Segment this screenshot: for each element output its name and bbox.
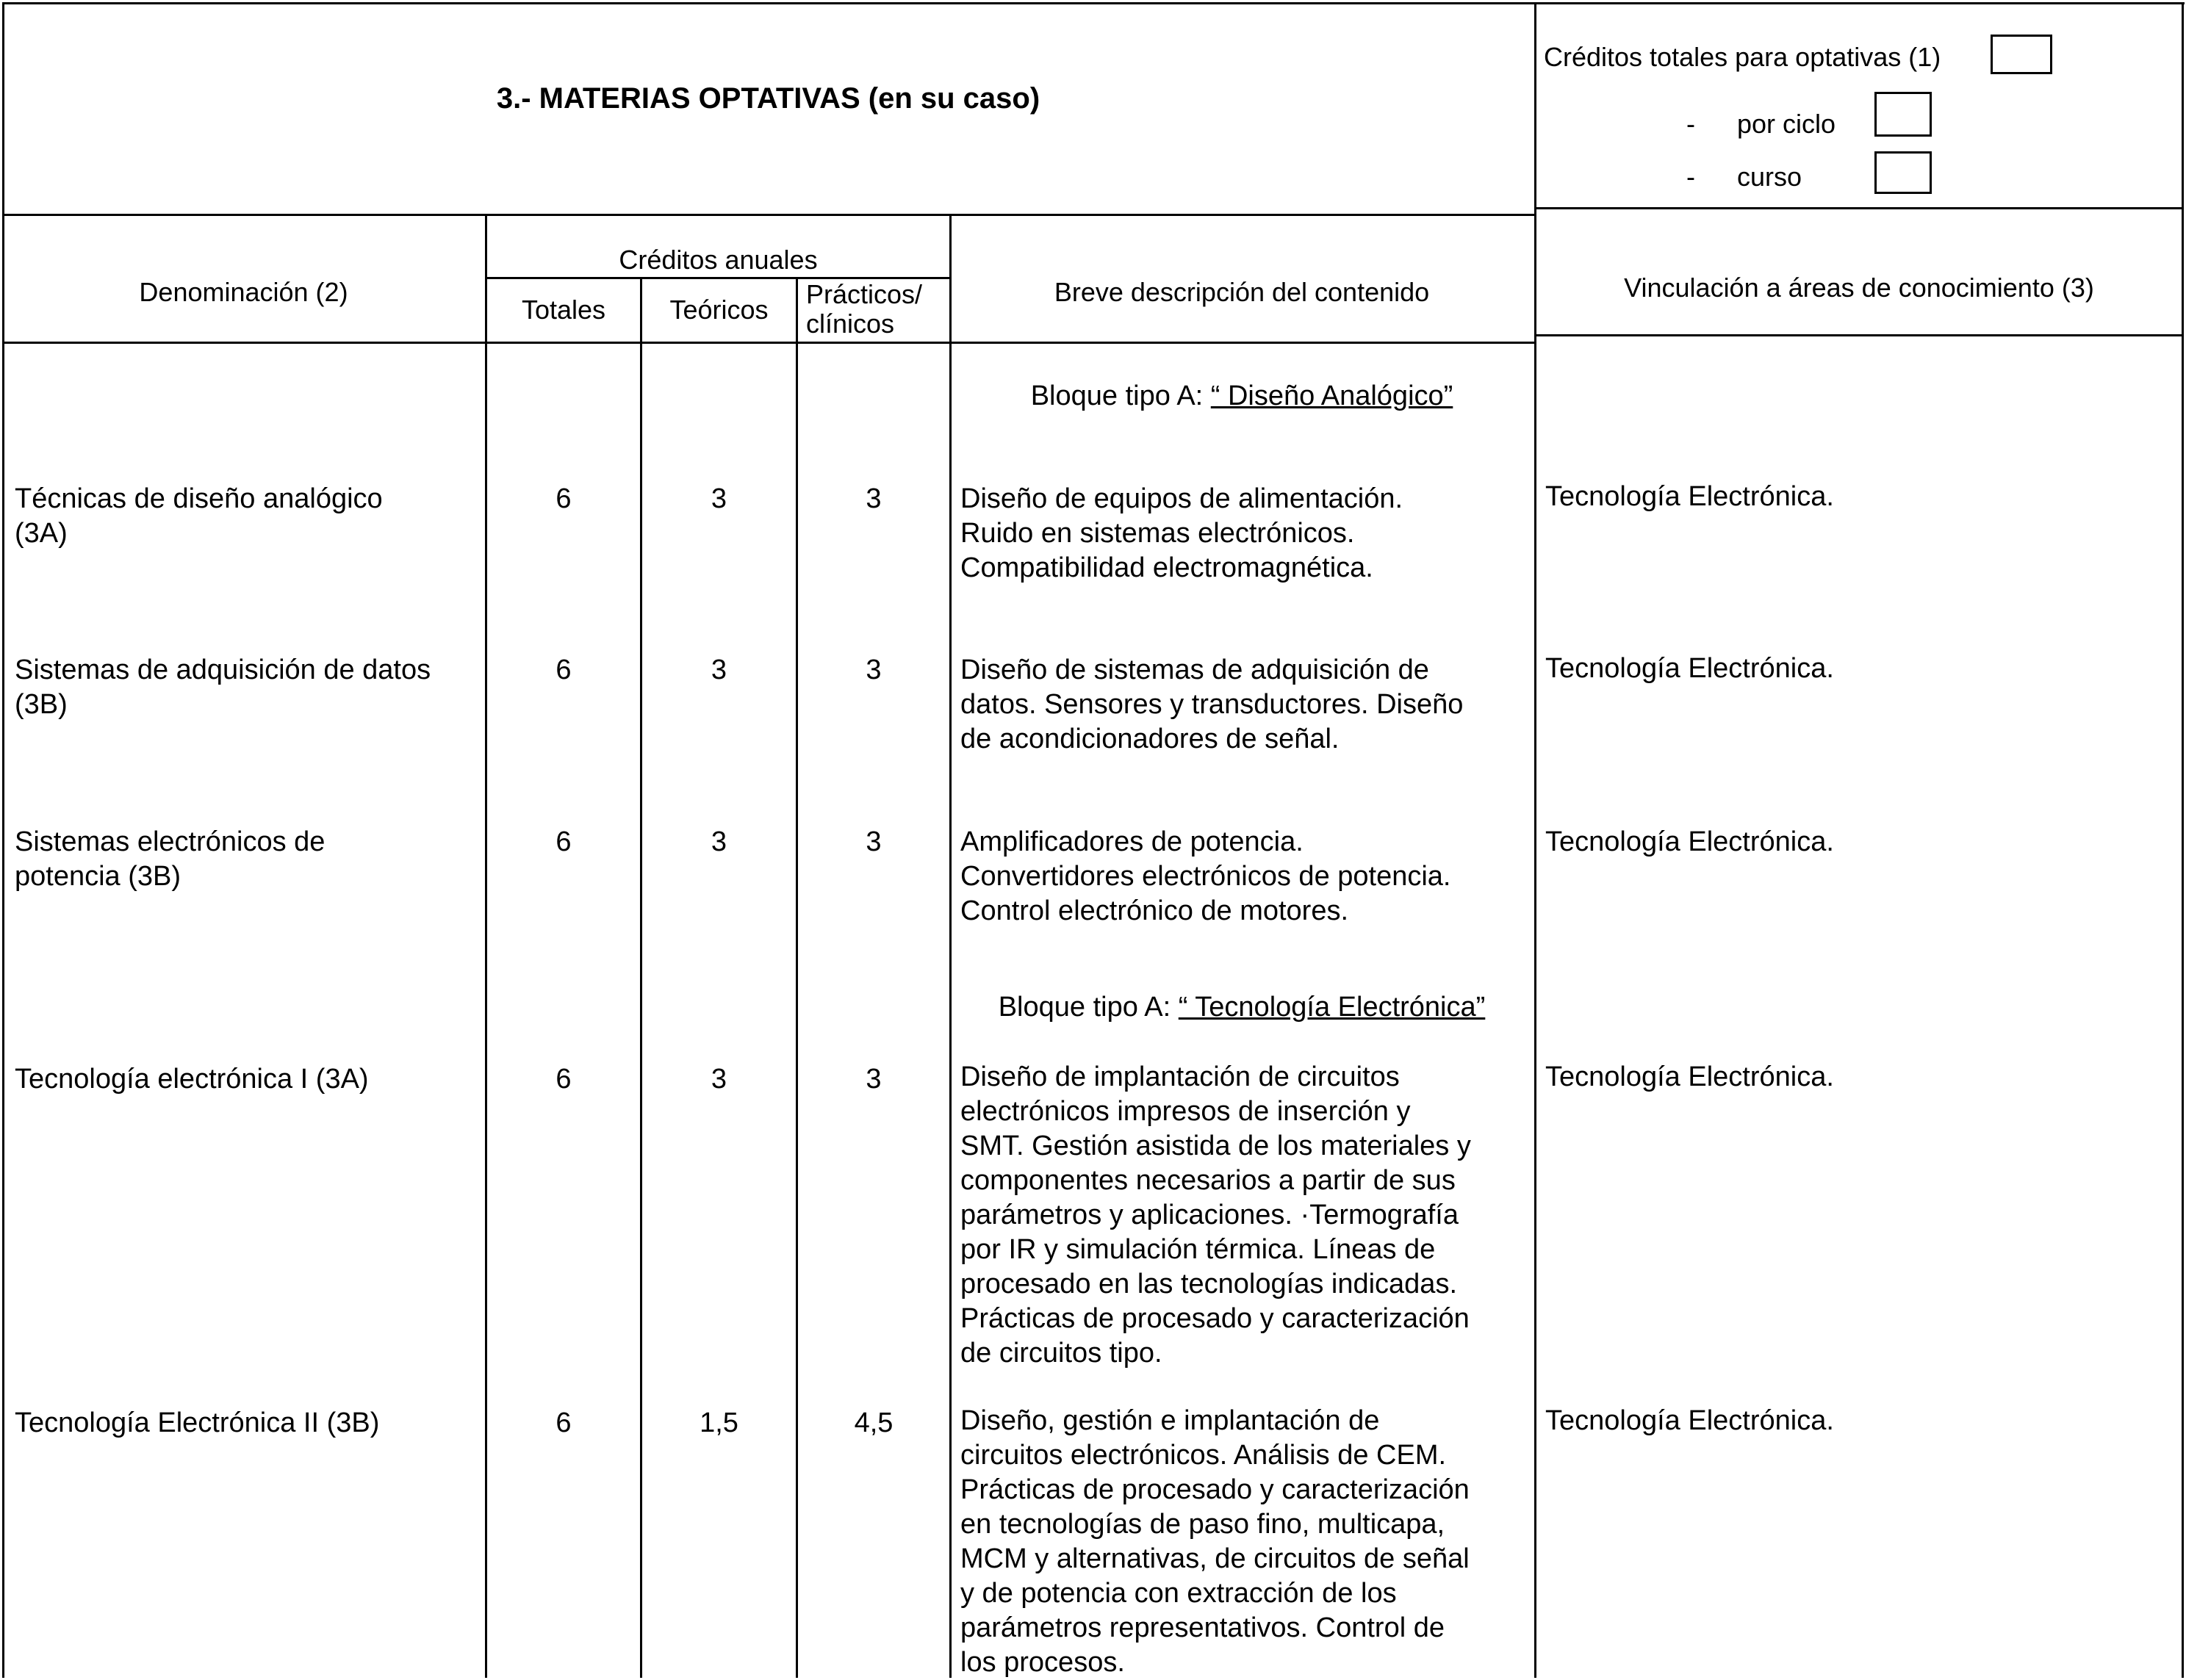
row-area: Tecnología Electrónica. <box>1545 1061 1834 1092</box>
column-header-bottom-line-right <box>1534 334 2184 336</box>
col-line-5 <box>1534 334 1536 1678</box>
header-bottom-line <box>2 214 1536 216</box>
row-practicos: 3 <box>866 483 882 514</box>
row-practicos: 4,5 <box>854 1407 894 1438</box>
block-prefix: Bloque tipo A: <box>1030 381 1211 411</box>
per-cycle-box[interactable] <box>1874 92 1932 137</box>
row-teoricos: 3 <box>711 1064 727 1095</box>
row-teoricos: 3 <box>711 483 727 514</box>
left-border <box>2 2 4 1678</box>
row-totales: 6 <box>556 655 572 685</box>
col-header-practicos <box>806 280 922 339</box>
per-cycle-dash: - <box>1686 109 1695 139</box>
block-heading-tecnologia-electronica <box>949 990 1534 1025</box>
col-header-totales: Totales <box>521 295 606 325</box>
credits-total-label: Créditos totales para optativas (1) <box>1544 42 1941 72</box>
col-header-vinculacion: Vinculación a áreas de conocimiento (3) <box>1624 273 2094 303</box>
col-line-4 <box>949 214 952 1678</box>
row-teoricos: 3 <box>711 826 727 857</box>
row-totales: 6 <box>556 1064 572 1095</box>
course-label: curso <box>1737 162 1802 192</box>
row-name: Tecnología Electrónica II (3B) <box>15 1407 380 1438</box>
column-header-bottom-line <box>2 342 1536 344</box>
row-practicos: 3 <box>866 1064 882 1095</box>
row-name: Técnicas de diseño analógico (3A) <box>15 483 383 549</box>
block-heading-diseno-analogico <box>949 379 1534 414</box>
col-header-creditos-anuales: Créditos anuales <box>619 245 818 275</box>
row-teoricos: 3 <box>711 655 727 685</box>
row-area: Tecnología Electrónica. <box>1545 481 1834 512</box>
course-box[interactable] <box>1874 151 1932 194</box>
block-name: “ Diseño Analógico” <box>1210 381 1453 411</box>
row-description: Diseño, gestión e implantación de circuitos electrónicos. Análisis de CEM. Prácticas de procesado y caracterización en tecnologías de paso fino, multicapa, MCM y alternativas, de circuitos de señal y de potencia con extracción de los parámetros representativos. Control de los procesos. <box>960 1405 1470 1678</box>
row-teoricos: 1,5 <box>700 1407 738 1438</box>
row-description: Diseño de equipos de alimentación. Ruido en sistemas electrónicos. Compatibilidad electromagnética. <box>960 483 1403 583</box>
row-practicos: 3 <box>866 826 882 857</box>
per-cycle-label: por ciclo <box>1737 109 1836 139</box>
row-totales: 6 <box>556 1407 572 1438</box>
col-header-practicos-line2: clínicos <box>806 309 895 339</box>
row-area: Tecnología Electrónica. <box>1545 653 1834 684</box>
top-border <box>2 2 2185 4</box>
block-name: “ Tecnología Electrónica” <box>1178 992 1486 1023</box>
row-area: Tecnología Electrónica. <box>1545 1405 1834 1436</box>
row-area: Tecnología Electrónica. <box>1545 826 1834 857</box>
col-header-descripcion: Breve descripción del contenido <box>1054 277 1430 307</box>
col-line-1 <box>485 214 487 1678</box>
course-dash: - <box>1686 162 1695 192</box>
col-header-teoricos: Teóricos <box>669 295 769 325</box>
credits-total-box[interactable] <box>1991 35 2052 74</box>
row-totales: 6 <box>556 483 572 514</box>
row-description: Amplificadores de potencia. Convertidores electrónicos de potencia. Control electrónico de motores. <box>960 826 1451 926</box>
row-name: Sistemas electrónicos de potencia (3B) <box>15 826 326 892</box>
row-name: Sistemas de adquisición de datos (3B) <box>15 655 431 720</box>
col-header-denominacion: Denominación (2) <box>139 277 348 307</box>
row-description: Diseño de implantación de circuitos electrónicos impresos de inserción y SMT. Gestión asistida de los materiales y componentes necesarios a partir de sus parámetros y aplicaciones. ·Termografía por IR y simulación térmica. Líneas de procesado en las tecnologías indicadas. Prácticas de procesado y caracterización de circuitos tipo. <box>960 1061 1471 1369</box>
col-header-practicos-line1: Prácticos/ <box>806 279 923 309</box>
header-bottom-line-right <box>1534 207 2184 209</box>
block-prefix: Bloque tipo A: <box>998 992 1179 1023</box>
row-name: Tecnología electrónica I (3A) <box>15 1064 369 1095</box>
row-practicos: 3 <box>866 655 882 685</box>
right-border <box>2182 2 2184 1678</box>
row-totales: 6 <box>556 826 572 857</box>
section-title: 3.- MATERIAS OPTATIVAS (en su caso) <box>496 82 1040 115</box>
row-description: Diseño de sistemas de adquisición de datos. Sensores y transductores. Diseño de acondicionadores de señal. <box>960 655 1464 754</box>
